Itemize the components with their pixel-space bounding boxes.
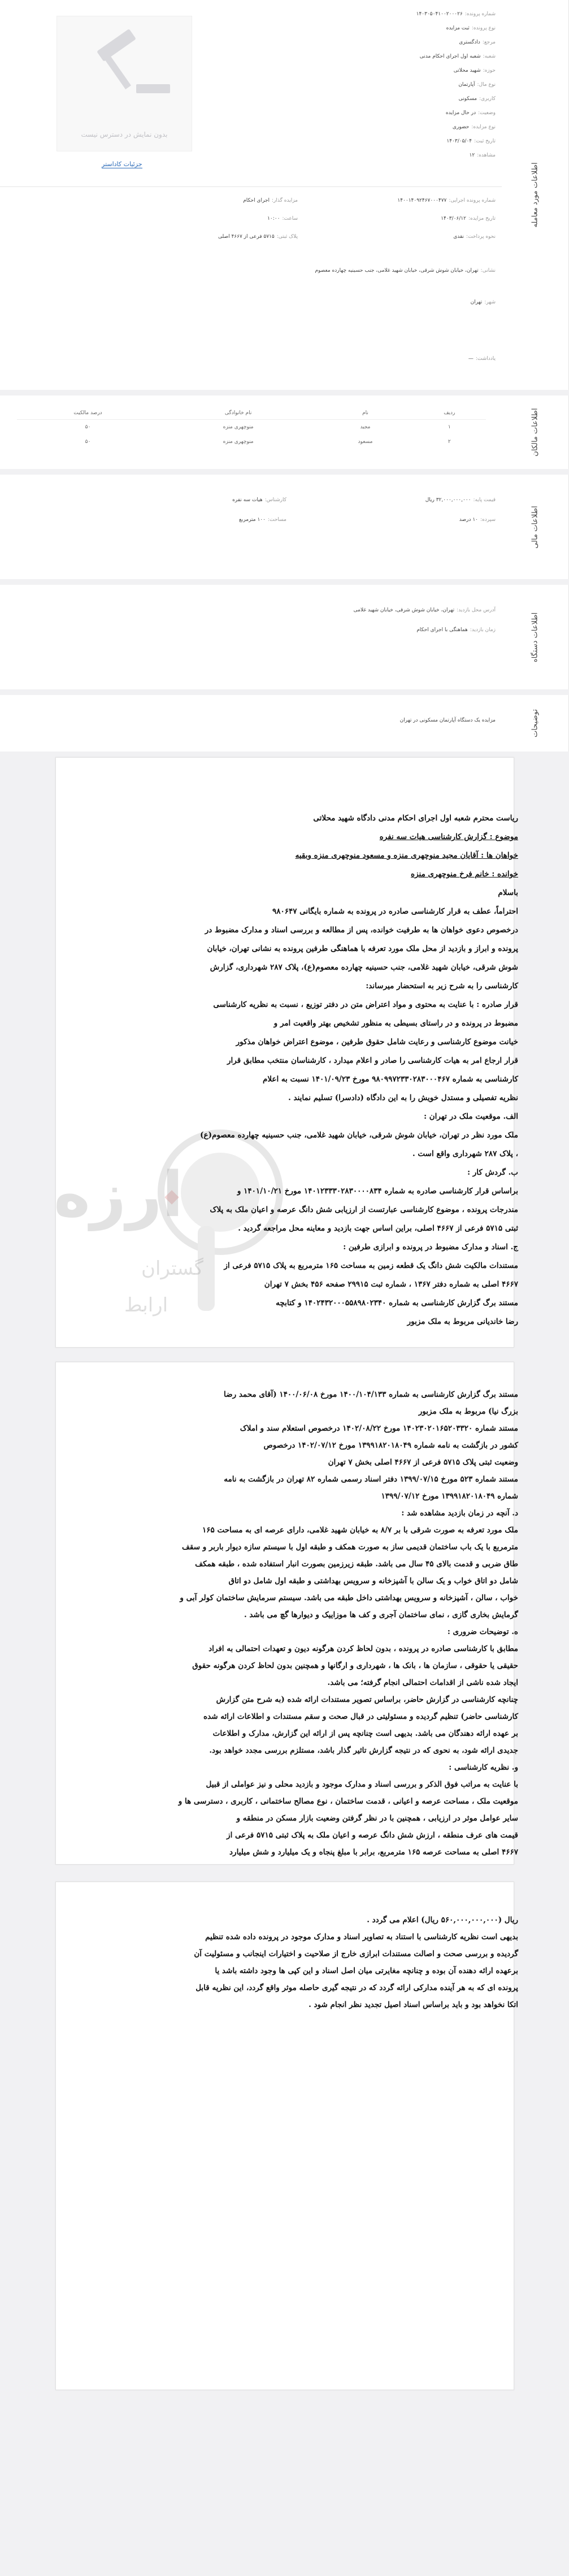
document-line: طاق ضربی و قدمت بالای ۴۵ سال می باشد. طبقه زیرزمین بصورت انبار استفاده شده ، طبقه همکف bbox=[195, 1559, 518, 1569]
device-row: زمان بازدید:هماهنگی با اجرای احکام bbox=[416, 627, 496, 633]
address-row: نشانی:تهران، خیابان شوش شرقی، خیابان شهید غلامی، جنب حسینیه چهارده معصوم bbox=[315, 268, 496, 273]
document-line: ه. توضیحات ضروری : bbox=[447, 1627, 518, 1636]
document-line: حقیقی یا حقوقی ، سازمان ها ، بانک ها ، شهرداری و ارگانها و همچنین بدون لحاظ کردن هرگونه حقوق bbox=[192, 1661, 518, 1670]
owner-cell: ۲ bbox=[448, 439, 451, 445]
watermark-text: ارابط bbox=[124, 1294, 168, 1317]
document-line: موضوع : گزارش کارشناسی هیات سه نفره bbox=[379, 832, 518, 841]
document-line: ریاست محترم شعبه اول اجرای احکام مدنی دادگاه شهید محلاتی bbox=[313, 814, 518, 823]
document-line: با عنایت به مراتب فوق الذکر و بررسی اسناد و مدارک موجود و بازدید محلی و نیز عواملی از قبیل bbox=[206, 1780, 518, 1789]
document-line: پرونده و ابراز و بازدید از محل ملک مورد تعرفه با هماهنگی طرفین پرونده به نشانی تهران، خیابان bbox=[207, 944, 518, 953]
deal-row: قیمت پایه:۳۲,۰۰۰,۰۰۰,۰۰۰ ریال bbox=[425, 497, 496, 503]
watermark-text: گستران bbox=[141, 1257, 203, 1280]
document-line: مستندات مالکیت شش دانگ یک قطعه زمین به مساحت ۱۶۵ مترمربع به پلاک ۵۷۱۵ فرعی از bbox=[224, 1261, 518, 1270]
document-line: پرونده ای که به هر آینده مدارکی ارائه گردد که در نتیجه گیری حاصله موثر واقع گردد، این نظریه قابل bbox=[196, 1983, 518, 1992]
document-line: خواب ، سالن ، آشپزخانه و سرویس بهداشتی داخل طبقه می باشد. سیستم سرمایش ساختمان کولر آبی و bbox=[180, 1593, 518, 1602]
document-line: ملک مورد نظر در تهران، خیابان شوش شرقی، خیابان شهید غلامی، جنب حسینیه چهارده معصوم(ع) bbox=[200, 1131, 518, 1140]
info-row-secondary: ساعت:۱۰:۰۰ bbox=[267, 216, 298, 221]
section-label: اطلاعات مالکان bbox=[531, 408, 540, 457]
gavel-placeholder-icon bbox=[57, 16, 192, 118]
owners-header-row bbox=[17, 407, 486, 420]
info-row: شماره پرونده:۱۴۰۳۰۵۰۴۱۰۰۲۰۰۰۲۶ bbox=[416, 11, 496, 17]
document-line: مستند برگ گزارش کارشناسی به شماره ۱۴۰۲۴۳۲۰۰۰۵۵۸۹۸۰۲۳۴۰ و کتابچه bbox=[276, 1298, 518, 1307]
info-row: مشاهده:۱۲ bbox=[469, 153, 496, 158]
document-line: مطابق با کارشناسی صادره در پرونده ، بدون لحاظ کردن هرگونه دیون و تعهدات احتمالی به افراد bbox=[209, 1644, 518, 1653]
document-line: ایجاد شده ناشی از اقدامات احتمالی انجام گرفته؛ می باشد. bbox=[327, 1678, 518, 1687]
info-row: حوزه:شهید محلاتی bbox=[453, 68, 496, 73]
document-line: ۴۶۶۷ اصلی به شماره دفتر ۱۳۶۷ ، شماره ثبت ۲۹۹۱۵ صفحه ۴۵۶ بخش ۷ تهران bbox=[264, 1280, 518, 1289]
document-line: ج. اسناد و مدارک مضبوط در پرونده و ابرازی طرفین : bbox=[343, 1243, 518, 1252]
device-card bbox=[0, 585, 502, 689]
section-tab-deal[interactable] bbox=[502, 475, 569, 579]
deal-row: سپرده:۱۰ درصد bbox=[459, 517, 496, 523]
document-line: براساس قرار کارشناسی صادره به شماره ۱۴۰۱۲۳۳۳۰۲۸۳۰۰۰۰۸۳۴ مورخ ۱۴۰۱/۱۰/۲۱ و bbox=[237, 1187, 518, 1196]
document-line: نظریه تفصیلی و مستدل خویش را به این دادگاه (دادسرا) تسلیم نمایند . bbox=[288, 1093, 518, 1102]
document-line: ب. گردش کار : bbox=[467, 1168, 518, 1177]
watermark-text: ارزه bbox=[54, 1158, 184, 1231]
info-row-secondary: پلاک ثبتی:۵۷۱۵ فرعی از ۴۶۶۷ اصلی bbox=[218, 234, 298, 240]
deal-row: کارشناس:هیات سه نفره bbox=[232, 497, 286, 503]
owner-cell: منوچهری منزه bbox=[223, 439, 254, 445]
section-label: اطلاعات مالی bbox=[531, 505, 540, 549]
document-line: کارشناسی حاضر) تنظیم گردیده و مسئولیتی در قبال صحت و سقم مستندات و اطلاعات ارائه شده bbox=[203, 1712, 518, 1721]
info-row: نوع مال:آپارتمان bbox=[458, 82, 496, 88]
document-line: قرار ارجاع امر به هیات کارشناسی را صادر و اعلام میدارد ، کارشناسان منتخب مطابق قرار bbox=[227, 1056, 518, 1065]
info-row-secondary: نحوه پرداخت:نقدی bbox=[453, 234, 496, 240]
info-row: وضعیت:در حال مزایده bbox=[445, 110, 496, 116]
info-row: مرجع:دادگستری bbox=[459, 40, 496, 45]
owner-cell: ۵۰ bbox=[85, 424, 91, 430]
document-line: احتراماً، عطف به قرار کارشناسی صادره در پرونده به شماره بایگانی ۹۸۰۶۴۷ bbox=[272, 907, 518, 916]
owners-col-header: نام خانوادگی bbox=[159, 407, 318, 420]
document-line: جدیدی ارائه شود، به نحوی که در نتیجه گزارش تاثیر گذار باشد، مستلزم بررسی مجدد خواهد بود. bbox=[209, 1746, 518, 1755]
owner-cell: ۵۰ bbox=[85, 439, 91, 445]
document-line: گردیده و بررسی صحت و اصالت مستندات ابرازی خارج از صلاحیت و اختیارات اینجانب و مسئولیت آن bbox=[194, 1949, 518, 1958]
document-line: بدیهی است نظریه کارشناسی با استناد به تصاویر اسناد و مدارک موجود در پرونده داده شده تنظیم bbox=[205, 1932, 518, 1941]
document-line: قیمت های عرف منطقه ، ارزش شش دانگ عرصه و اعیان ملک به پلاک ثبتی ۵۷۱۵ فرعی از bbox=[227, 1831, 518, 1840]
no-image-text: بدون نمایش در دسترس نیست bbox=[81, 131, 168, 138]
document-line: اتکا نخواهد بود و باید براساس اسناد اصیل تجدید نظر انجام شود . bbox=[309, 2000, 518, 2009]
document-line: مستند شماره ۵۲۳ مورخ ۱۳۹۹/۰۷/۱۵ دفتر اسناد رسمی شماره ۸۲ تهران در بازگشت به نامه bbox=[224, 1475, 518, 1484]
document-line: وضعیت ثبتی پلاک ۵۷۱۵ فرعی از ۴۶۶۷ اصلی بخش ۷ تهران bbox=[328, 1458, 518, 1467]
document-line: موقعیت ملک ، مساحت عرصه و اعیانی ، قدمت ساختمان ، نوع مصالح ساختمانی ، کاربری ، دسترسی ها و bbox=[178, 1797, 518, 1806]
info-row: نوع مزایده:حضوری bbox=[452, 124, 496, 130]
document-line: مترمربع با یک باب ساختمان قدیمی ساز به صورت همکف و طبقه اول با سیستم سازه دیوار باربر و سقف bbox=[181, 1543, 518, 1552]
document-line: کارشناسی را به شرح زیر به استحضار میرساند: bbox=[366, 981, 518, 991]
document-line: ، پلاک ۲۸۷ شهرداری واقع است . bbox=[412, 1149, 518, 1158]
note-row: یادداشت:— bbox=[468, 356, 496, 362]
device-row: آدرس محل بازدید:تهران، خیابان شوش شرقی، خیابان شهید غلامی bbox=[353, 607, 496, 613]
owners-col-header: درصد مالکیت bbox=[17, 407, 159, 420]
document-line: خیانت موضوع کارشناسی و رعایت شامل حقوق طرفین ، موضوع اعتراض خواهان مذکور bbox=[236, 1037, 518, 1046]
document-line: قرار صادره : با عنایت به محتوی و مواد اعتراض متن در دفتر توزیع ، نسبت به نظریه کارشناسی bbox=[213, 1000, 518, 1009]
table-row bbox=[17, 420, 486, 435]
divider bbox=[0, 186, 502, 187]
desc-text: مزایده یک دستگاه آپارتمان مسکونی در تهران bbox=[399, 718, 496, 723]
section-label: اطلاعات مورد معامله bbox=[531, 162, 540, 228]
owners-col-header: نام bbox=[318, 407, 412, 420]
owner-cell: مجید bbox=[360, 424, 371, 430]
table-row bbox=[17, 435, 486, 449]
document-line: کارشناسی به شماره ۹۸۰۹۹۷۲۳۳۰۲۸۳۰۰۰۴۶۷ مورخ ۱۴۰۱/۰۹/۲۳ نسبت به اعلام bbox=[263, 1075, 518, 1084]
document-line: ثبتی ۵۷۱۵ فرعی از ۴۶۶۷ اصلی، براین اساس جهت بازدید و معاینه محل مراجعه گردید . bbox=[238, 1224, 518, 1233]
info-row: نوع پرونده:ثبت مزایده bbox=[446, 25, 496, 31]
section-label: توضیحات bbox=[531, 709, 540, 737]
owner-cell: ۱ bbox=[448, 424, 451, 430]
info-row-secondary: شماره پرونده اجرایی:۱۴۰۰۱۴۰۹۲۴۶۷۰۰۰۴۷۷ bbox=[397, 198, 496, 203]
document-line: ۴۶۶۷ اصلی به مساحت عرصه ۱۶۵ مترمربع، برابر با مبلغ پنجاه و یک میلیارد و شش میلیارد bbox=[229, 1848, 518, 1857]
document-line: ریال (۵۶۰,۰۰۰,۰۰۰,۰۰۰ ریال) اعلام می گردد . bbox=[367, 1915, 518, 1925]
document-line: مندرجات پرونده ، موضوع کارشناسی عبارتست از ارزیابی شش دانگ عرصه و اعیان ملک به پلاک bbox=[210, 1205, 518, 1214]
document-line: شامل دو اتاق خواب و یک سالن با آشپزخانه و سرویس بهداشتی و طبقه اول شامل دو اتاق bbox=[228, 1576, 518, 1585]
document-line: درخصوص دعوی خواهان ها به طرفیت خوانده، پس از مطالعه و بررسی اسناد و مدارک مضبوط در bbox=[205, 926, 518, 935]
property-photo bbox=[57, 16, 192, 151]
document-line: شوش شرقی، خیابان شهید غلامی، جنب حسینیه چهارده معصوم(ع)، پلاک ۲۸۷ شهرداری، گزارش bbox=[210, 963, 518, 972]
city-row: شهر:تهران bbox=[470, 299, 496, 305]
deal-row: مساحت:۱۰۰ مترمربع bbox=[239, 517, 286, 523]
document-line: شماره ۱۳۹۹۱۸۲۰۱۸۰۴۹ مورخ ۱۳۹۹/۰۷/۱۲ bbox=[381, 1492, 518, 1501]
info-row: شعبه:شعبه اول اجرای احکام مدنی bbox=[419, 54, 496, 59]
section-tab-info[interactable] bbox=[502, 0, 569, 390]
owners-table bbox=[17, 407, 486, 449]
desc-card bbox=[0, 695, 502, 751]
info-row: کاربری:مسکونی bbox=[458, 96, 496, 102]
document-line: ملک مورد تعرفه به صورت شرقی با بر ۸/۷ به خیابان شهید غلامی، دارای عرصه ای به مساحت ۱۶۵ bbox=[202, 1526, 518, 1535]
document-line: بزرگ نیا) مربوط به ملک مزبور bbox=[418, 1407, 518, 1416]
document-line: د. آنچه در زمان بازدید مشاهده شد : bbox=[401, 1509, 518, 1518]
document-line: رضا خاندیانی مربوط به ملک مزبور bbox=[407, 1317, 518, 1326]
document-line: باسلام bbox=[498, 888, 518, 897]
document-line: خواهان ها : آقایان مجید منوچهری منزه و مسعود منوچهری منزه وبقیه bbox=[295, 851, 518, 860]
document-line: بر عهده ارائه دهندگان می باشد. بدیهی است چنانچه پس از ارائه این گزارش، مدارک و اطلاعات bbox=[212, 1729, 518, 1738]
deal-card bbox=[0, 475, 502, 579]
document-line: و. نظریه کارشناسی : bbox=[449, 1763, 518, 1772]
document-line: سایر عوامل موثر در ارزیابی ، همچنین با در نظر گرفتن وضعیت بازار مسکن در منطقه و bbox=[236, 1814, 518, 1823]
owner-cell: منوچهری منزه bbox=[223, 424, 254, 430]
section-tab-device[interactable] bbox=[502, 585, 569, 689]
info-row-secondary: مزایده گذار:اجرای احکام bbox=[243, 198, 298, 203]
cadastre-link[interactable]: جزئیات کاداستر bbox=[102, 160, 142, 168]
document-line: کشور در بازگشت به نامه شماره ۱۳۹۹۱۸۲۰۱۸۰۴۹ مورخ ۱۴۰۲/۰۷/۱۲ درخصوص bbox=[263, 1441, 518, 1450]
owner-cell: مسعود bbox=[358, 439, 373, 445]
owners-col-header: ردیف bbox=[413, 407, 486, 420]
document-line: مستند برگ گزارش کارشناسی به شماره ۱۴۰۰/۱۰۴/۱۳۳ مورخ ۱۴۰۰/۰۶/۰۸ (آقای محمد رضا bbox=[224, 1390, 518, 1399]
info-row-secondary: تاریخ مزایده:۱۴۰۳/۰۶/۱۲ bbox=[441, 216, 496, 221]
document-line: مضبوط در پرونده و در راستای بسیطی به منظور تشخیص بهتر واقعیت امر و bbox=[273, 1019, 518, 1028]
document-line: الف. موقعیت ملک در تهران : bbox=[424, 1112, 518, 1121]
section-label: اطلاعات دستگاه bbox=[531, 612, 540, 662]
document-line: گرمایش بخاری گازی ، نمای ساختمان آجری و کف ها موزاییک و دیوارها گچ می باشد . bbox=[244, 1610, 518, 1619]
info-row: تاریخ ثبت:۱۴۰۳/۰۵/۰۴ bbox=[446, 138, 496, 144]
document-line: خوانده : خانم فرخ منوچهری منزه bbox=[411, 870, 518, 879]
section-tab-owners[interactable] bbox=[502, 396, 569, 469]
document-line: مستند شماره ۱۴۰۲۳۰۲۰۱۶۵۲۰۳۳۲۰ مورخ ۱۴۰۲/۰۸/۲۲ درخصوص استعلام سند و املاک bbox=[240, 1424, 518, 1433]
section-tab-desc[interactable] bbox=[502, 695, 569, 751]
document-line: برعهده ارائه دهنده آن بوده و چنانچه مغایرتی میان اصل اسناد و این کپی ها وجود داشته باشد یا bbox=[215, 1966, 518, 1975]
document-line: چنانچه کارشناسی در گزارش حاضر، براساس تصویر مستندات ارائه شده (به شرح متن گزارش bbox=[216, 1695, 518, 1704]
